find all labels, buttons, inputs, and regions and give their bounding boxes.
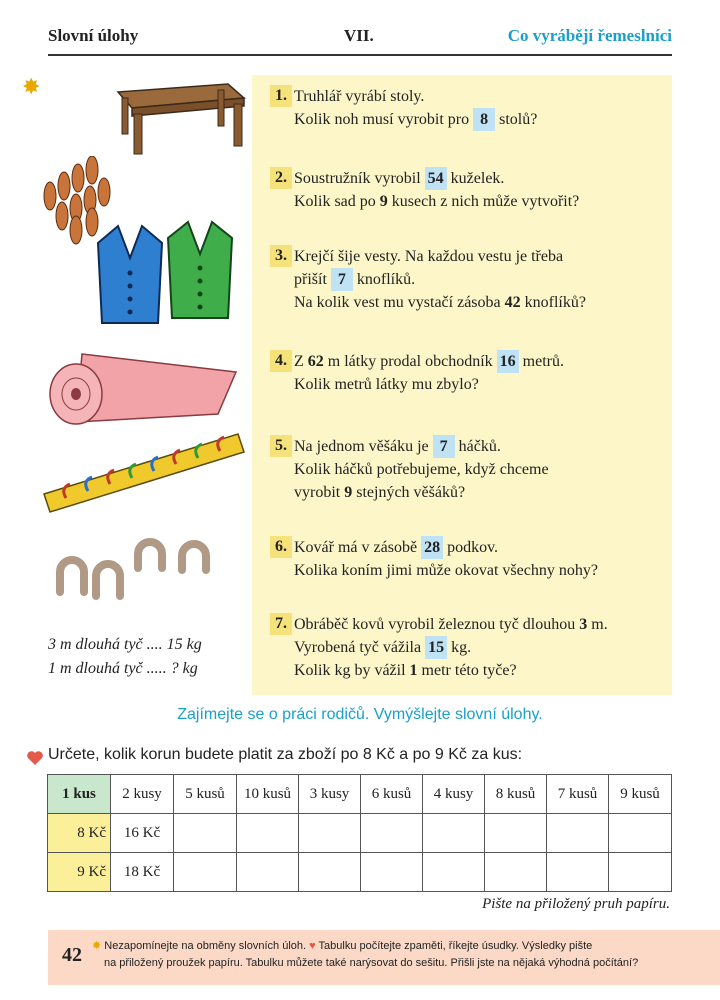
star-icon: ✸ [92, 940, 102, 952]
bold-number: 9 [379, 193, 388, 210]
header-cell: 8 kusů [485, 775, 547, 814]
task-text: vyrobit [294, 484, 341, 501]
header-cell: 10 kusů [237, 775, 299, 814]
table-row [48, 853, 672, 892]
task-text: knoflíků. [356, 271, 416, 288]
task-6 [270, 536, 670, 586]
table-cell: 18 Kč [111, 853, 174, 892]
header-cell: 4 kusy [423, 775, 485, 814]
task-text: knoflíků? [524, 294, 586, 311]
header-cell: 9 kusů [609, 775, 672, 814]
chapter-number: VII. [344, 26, 374, 45]
table-cell [423, 814, 485, 853]
table-illustration [110, 78, 250, 158]
table-cell [485, 814, 547, 853]
task-text: Z [294, 353, 304, 370]
heart-icon [26, 750, 44, 766]
task-4 [270, 350, 670, 400]
table-cell [237, 853, 299, 892]
task-text: Kolik háčků potřebujeme, když chceme [294, 461, 549, 478]
advice-text: Zajímejte se o práci rodičů. Vymýšlejte slovní úlohy. [177, 706, 543, 723]
coat-rack-illustration [40, 428, 250, 518]
table-cell [174, 853, 237, 892]
task-number: 2. [270, 167, 292, 189]
task-text: Obráběč kovů vyrobil železnou tyč dlouhou [294, 616, 576, 633]
header-cell: 3 kusy [299, 775, 361, 814]
heart-icon: ♥ [309, 940, 316, 952]
task-text: m látky prodal obchodník [327, 353, 493, 370]
header-cell: 7 kusů [547, 775, 609, 814]
section-title: Slovní úlohy [48, 26, 139, 45]
answer-box: 7 [433, 435, 455, 458]
task-text: kuželek. [450, 170, 505, 187]
vests-illustration [88, 218, 248, 333]
table-header-row [48, 775, 672, 814]
task-text: Kolika koním jimi může okovat všechny nohy? [294, 562, 598, 579]
tasks-panel [252, 75, 672, 695]
task-text: metr této tyče? [421, 662, 517, 679]
task-text: stolů? [499, 111, 538, 128]
bold-number: 1 [409, 662, 418, 679]
answer-box: 54 [425, 167, 447, 190]
bold-number: 3 [579, 616, 588, 633]
row-price-cell: 8 Kč [48, 814, 111, 853]
page-header [48, 26, 672, 56]
table-cell: 16 Kč [111, 814, 174, 853]
answer-box: 28 [421, 536, 443, 559]
header-cell: 1 kus [48, 775, 111, 814]
task-number: 1. [270, 85, 292, 107]
table-cell [547, 814, 609, 853]
task-5 [270, 435, 670, 507]
footer-note [48, 930, 720, 985]
bold-number: 9 [344, 484, 353, 501]
task-text: kusech z nich může vytvořit? [391, 193, 580, 210]
rod-note-line1: 3 m dlouhá tyč .... 15 kg [48, 636, 202, 653]
footer-text: na přiložený proužek papíru. Tabulku můžete také narýsovat do sešitu. Přišli jste na nějaká výhodná počítání? [104, 957, 639, 969]
table-cell [609, 853, 672, 892]
paper-strip-note: Pište na přiložený pruh papíru. [482, 896, 670, 912]
header-cell: 2 kusy [111, 775, 174, 814]
task-text: Kolik metrů látky mu zbylo? [294, 376, 479, 393]
task-text: Na kolik vest mu vystačí zásoba [294, 294, 501, 311]
horseshoes-illustration [52, 530, 232, 600]
task-text: kg. [451, 639, 472, 656]
task-number: 5. [270, 435, 292, 457]
footer-text: Tabulku počítejte zpaměti, říkejte úsudky. Výsledky pište [318, 940, 593, 952]
rod-note-line2: 1 m dlouhá tyč ..... ? kg [48, 660, 198, 677]
task-text: přišít [294, 271, 327, 288]
task-2 [270, 167, 670, 217]
table-cell [299, 814, 361, 853]
task-text: Kolik sad po [294, 193, 376, 210]
price-table [47, 774, 672, 892]
task-text: Soustružník vyrobil [294, 170, 421, 187]
table-cell [299, 853, 361, 892]
fabric-roll-illustration [46, 342, 246, 432]
task-number: 7. [270, 613, 292, 635]
row-price-cell: 9 Kč [48, 853, 111, 892]
answer-box: 16 [497, 350, 519, 373]
header-cell: 5 kusů [174, 775, 237, 814]
table-cell [361, 853, 423, 892]
task-text: stejných věšáků? [356, 484, 466, 501]
table-cell [547, 853, 609, 892]
task-text: Kolik kg by vážil [294, 662, 406, 679]
bold-number: 42 [504, 294, 521, 311]
table-cell [174, 814, 237, 853]
task-text: podkov. [447, 539, 499, 556]
task-1 [270, 85, 670, 135]
table-row [48, 814, 672, 853]
page-number: 42 [62, 944, 82, 966]
answer-box: 8 [473, 108, 495, 131]
task-number: 6. [270, 536, 292, 558]
task-3 [270, 245, 670, 317]
table-cell [423, 853, 485, 892]
bold-number: 62 [307, 353, 324, 370]
task-text: Truhlář vyrábí stoly. [294, 88, 425, 105]
task-text: Kolik noh musí vyrobit pro [294, 111, 470, 128]
task-text: metrů. [522, 353, 564, 370]
task-text: Vyrobená tyč vážila [294, 639, 422, 656]
answer-box: 7 [331, 268, 353, 291]
table-prompt: Určete, kolik korun budete platit za zboží po 8 Kč a po 9 Kč za kus: [48, 746, 523, 763]
task-text: Krejčí šije vesty. Na každou vestu je třeba [294, 248, 564, 265]
table-cell [237, 814, 299, 853]
chapter-title: Co vyrábějí řemeslníci [507, 26, 672, 45]
answer-box: 15 [425, 636, 447, 659]
task-text: Kovář má v zásobě [294, 539, 418, 556]
task-text: Na jednom věšáku je [294, 438, 429, 455]
task-number: 3. [270, 245, 292, 267]
table-cell [609, 814, 672, 853]
table-cell [485, 853, 547, 892]
footer-text: Nezapomínejte na obměny slovních úloh. [104, 940, 307, 952]
task-text: háčků. [458, 438, 501, 455]
task-text: m. [591, 616, 608, 633]
table-cell [361, 814, 423, 853]
header-cell: 6 kusů [361, 775, 423, 814]
task-number: 4. [270, 350, 292, 372]
task-7 [270, 613, 670, 685]
star-icon: ✸ [22, 74, 41, 99]
